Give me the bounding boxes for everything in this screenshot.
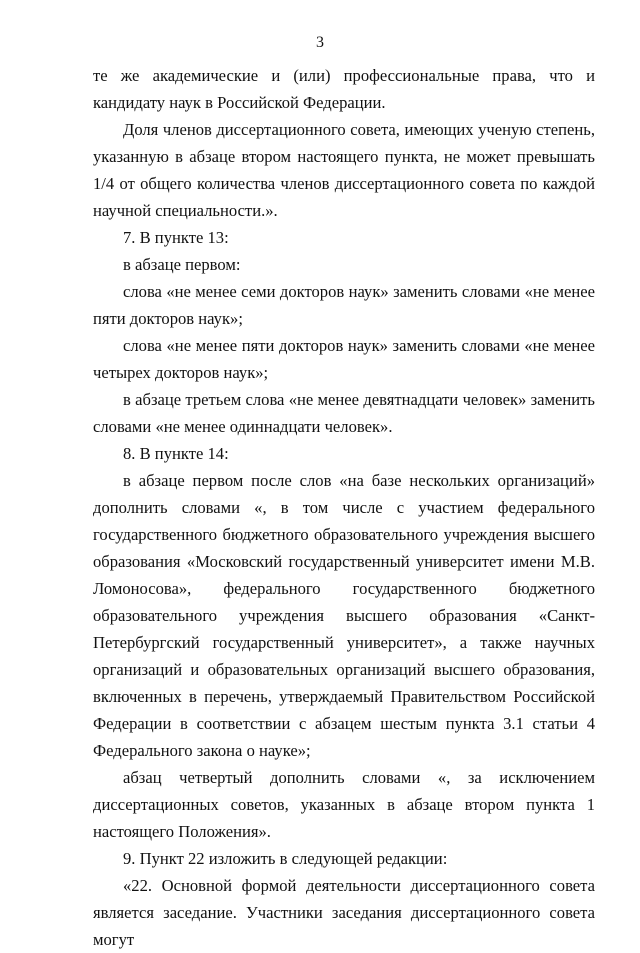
paragraph-item-9-heading: 9. Пункт 22 изложить в следующей редакции:	[123, 849, 448, 868]
paragraph-five-to-four: слова «не менее пяти докторов наук» заменить словами «не менее четырех докторов наук»;	[93, 336, 595, 382]
paragraph-item-7-heading: 7. В пункте 13:	[123, 228, 229, 247]
paragraph-several-organizations: в абзаце первом после слов «на базе нескольких организаций» дополнить словами «, в том числе с участием федерального государственного бюджетного образовательного учреждения высшего образования «Московский государственный университет имени М.В. Ломоносова», федерального государственного бюджетного образовательного учреждения высшего образования «Санкт-Петербургский государственный университет», а также научных организаций и образовательных организаций высшего образования, включенных в перечень, утверждаемый Правительством Российской Федерации в соответствии с абзацем шестым пункта 3.1 статьи 4 Федерального закона о науке»;	[93, 471, 595, 760]
page-number: 3	[316, 34, 324, 51]
paragraph-nineteen-to-eleven: в абзаце третьем слова «не менее девятнадцати человек» заменить словами «не менее одиннадцати человек».	[93, 390, 595, 436]
document-body	[93, 62, 595, 953]
paragraph-first-subparagraph: в абзаце первом:	[123, 255, 241, 274]
paragraph-seven-to-five: слова «не менее семи докторов наук» заменить словами «не менее пяти докторов наук»;	[93, 282, 595, 328]
paragraph-fourth-subparagraph: абзац четвертый дополнить словами «, за исключением диссертационных советов, указанных в абзаце втором пункта 1 настоящего Положения».	[93, 768, 595, 841]
paragraph-doctor-share: Доля членов диссертационного совета, имеющих ученую степень, указанную в абзаце втором настоящего пункта, не может превышать 1/4 от общего количества членов диссертационного совета по каждой научной специальности.».	[93, 120, 595, 220]
paragraph-continuation: те же академические и (или) профессиональные права, что и кандидату наук в Российской Федерации.	[93, 66, 595, 112]
paragraph-item-8-heading: 8. В пункте 14:	[123, 444, 229, 463]
paragraph-item-22-start: «22. Основной формой деятельности диссертационного совета является заседание. Участники заседания диссертационного совета могут	[93, 876, 595, 949]
